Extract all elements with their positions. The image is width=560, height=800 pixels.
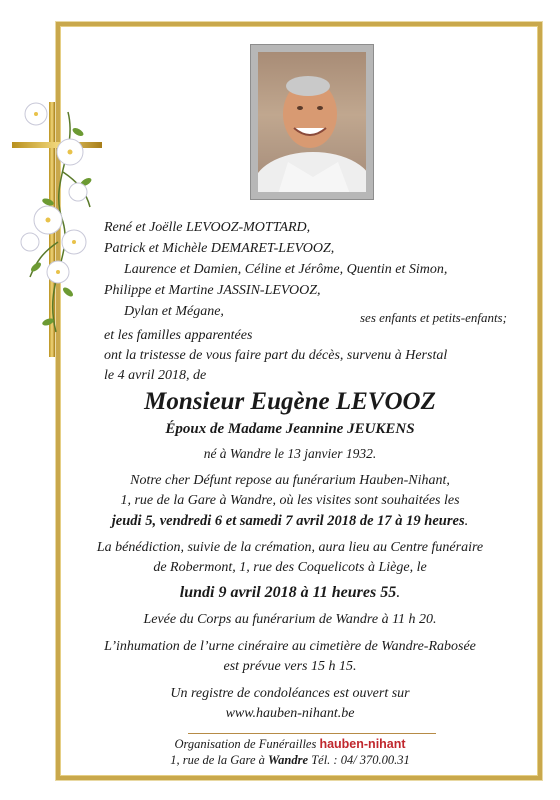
family-line-5: Dylan et Mégane, — [124, 304, 224, 319]
family-line-3: Laurence et Damien, Céline et Jérôme, Quentin et Simon, — [124, 262, 448, 277]
family-line-7: ont la tristesse de vous faire part du décès, survenu à Herstal — [104, 348, 448, 363]
family-line-2: Patrick et Michèle DEMARET-LEVOOZ, — [104, 241, 335, 256]
portrait-frame — [250, 44, 374, 200]
inhumation-line-2: est prévue vers 15 h 15. — [223, 659, 357, 674]
ceremony-date: lundi 9 avril 2018 à 11 heures 55. — [179, 584, 401, 601]
visitation-dates: jeudi 5, vendredi 6 et samedi 7 avril 2018 de 17 à 19 heures. — [111, 513, 469, 529]
portrait-photo — [258, 52, 366, 192]
ceremony-line-2: de Robermont, 1, rue des Coquelicots à Liège, le — [153, 560, 427, 575]
levee-line: Levée du Corps au funérarium de Wandre à 11 h 20. — [143, 612, 437, 627]
ceremony-line-1: La bénédiction, suivie de la crémation, aura lieu au Centre funéraire — [96, 540, 484, 555]
cross-icon — [8, 92, 108, 362]
footer-divider — [188, 733, 436, 734]
family-line-8: le 4 avril 2018, de — [104, 368, 207, 383]
family-line-4: Philippe et Martine JASSIN-LEVOOZ, — [104, 283, 321, 298]
registry-line: Un registre de condoléances est ouvert sur — [170, 686, 410, 701]
deceased-spouse: Époux de Madame Jeannine JEUKENS — [165, 421, 415, 437]
footer-organisation: Organisation de Funérailles hauben-nihant — [174, 737, 406, 751]
cross-with-flowers-decoration — [8, 92, 108, 362]
family-line-1: René et Joëlle LEVOOZ-MOTTARD, — [104, 220, 311, 235]
family-line-6: et les familles apparentées — [104, 328, 253, 343]
deceased-name: Monsieur Eugène LEVOOZ — [144, 388, 436, 415]
family-relation: ses enfants et petits-enfants; — [360, 310, 507, 325]
inhumation-line-1: L’inhumation de l’urne cinéraire au cimetière de Wandre-Rabosée — [104, 639, 476, 654]
brand-logo: hauben-nihant — [319, 737, 406, 751]
registry-url[interactable]: www.hauben-nihant.be — [225, 706, 355, 721]
visitation-line-2: 1, rue de la Gare à Wandre, où les visites sont souhaitées les — [120, 493, 460, 508]
visitation-line-1: Notre cher Défunt repose au funérarium Hauben-Nihant, — [130, 473, 450, 488]
deceased-birth: né à Wandre le 13 janvier 1932. — [203, 446, 377, 461]
footer-address: 1, rue de la Gare à Wandre Tél. : 04/ 370.00.31 — [170, 753, 410, 767]
